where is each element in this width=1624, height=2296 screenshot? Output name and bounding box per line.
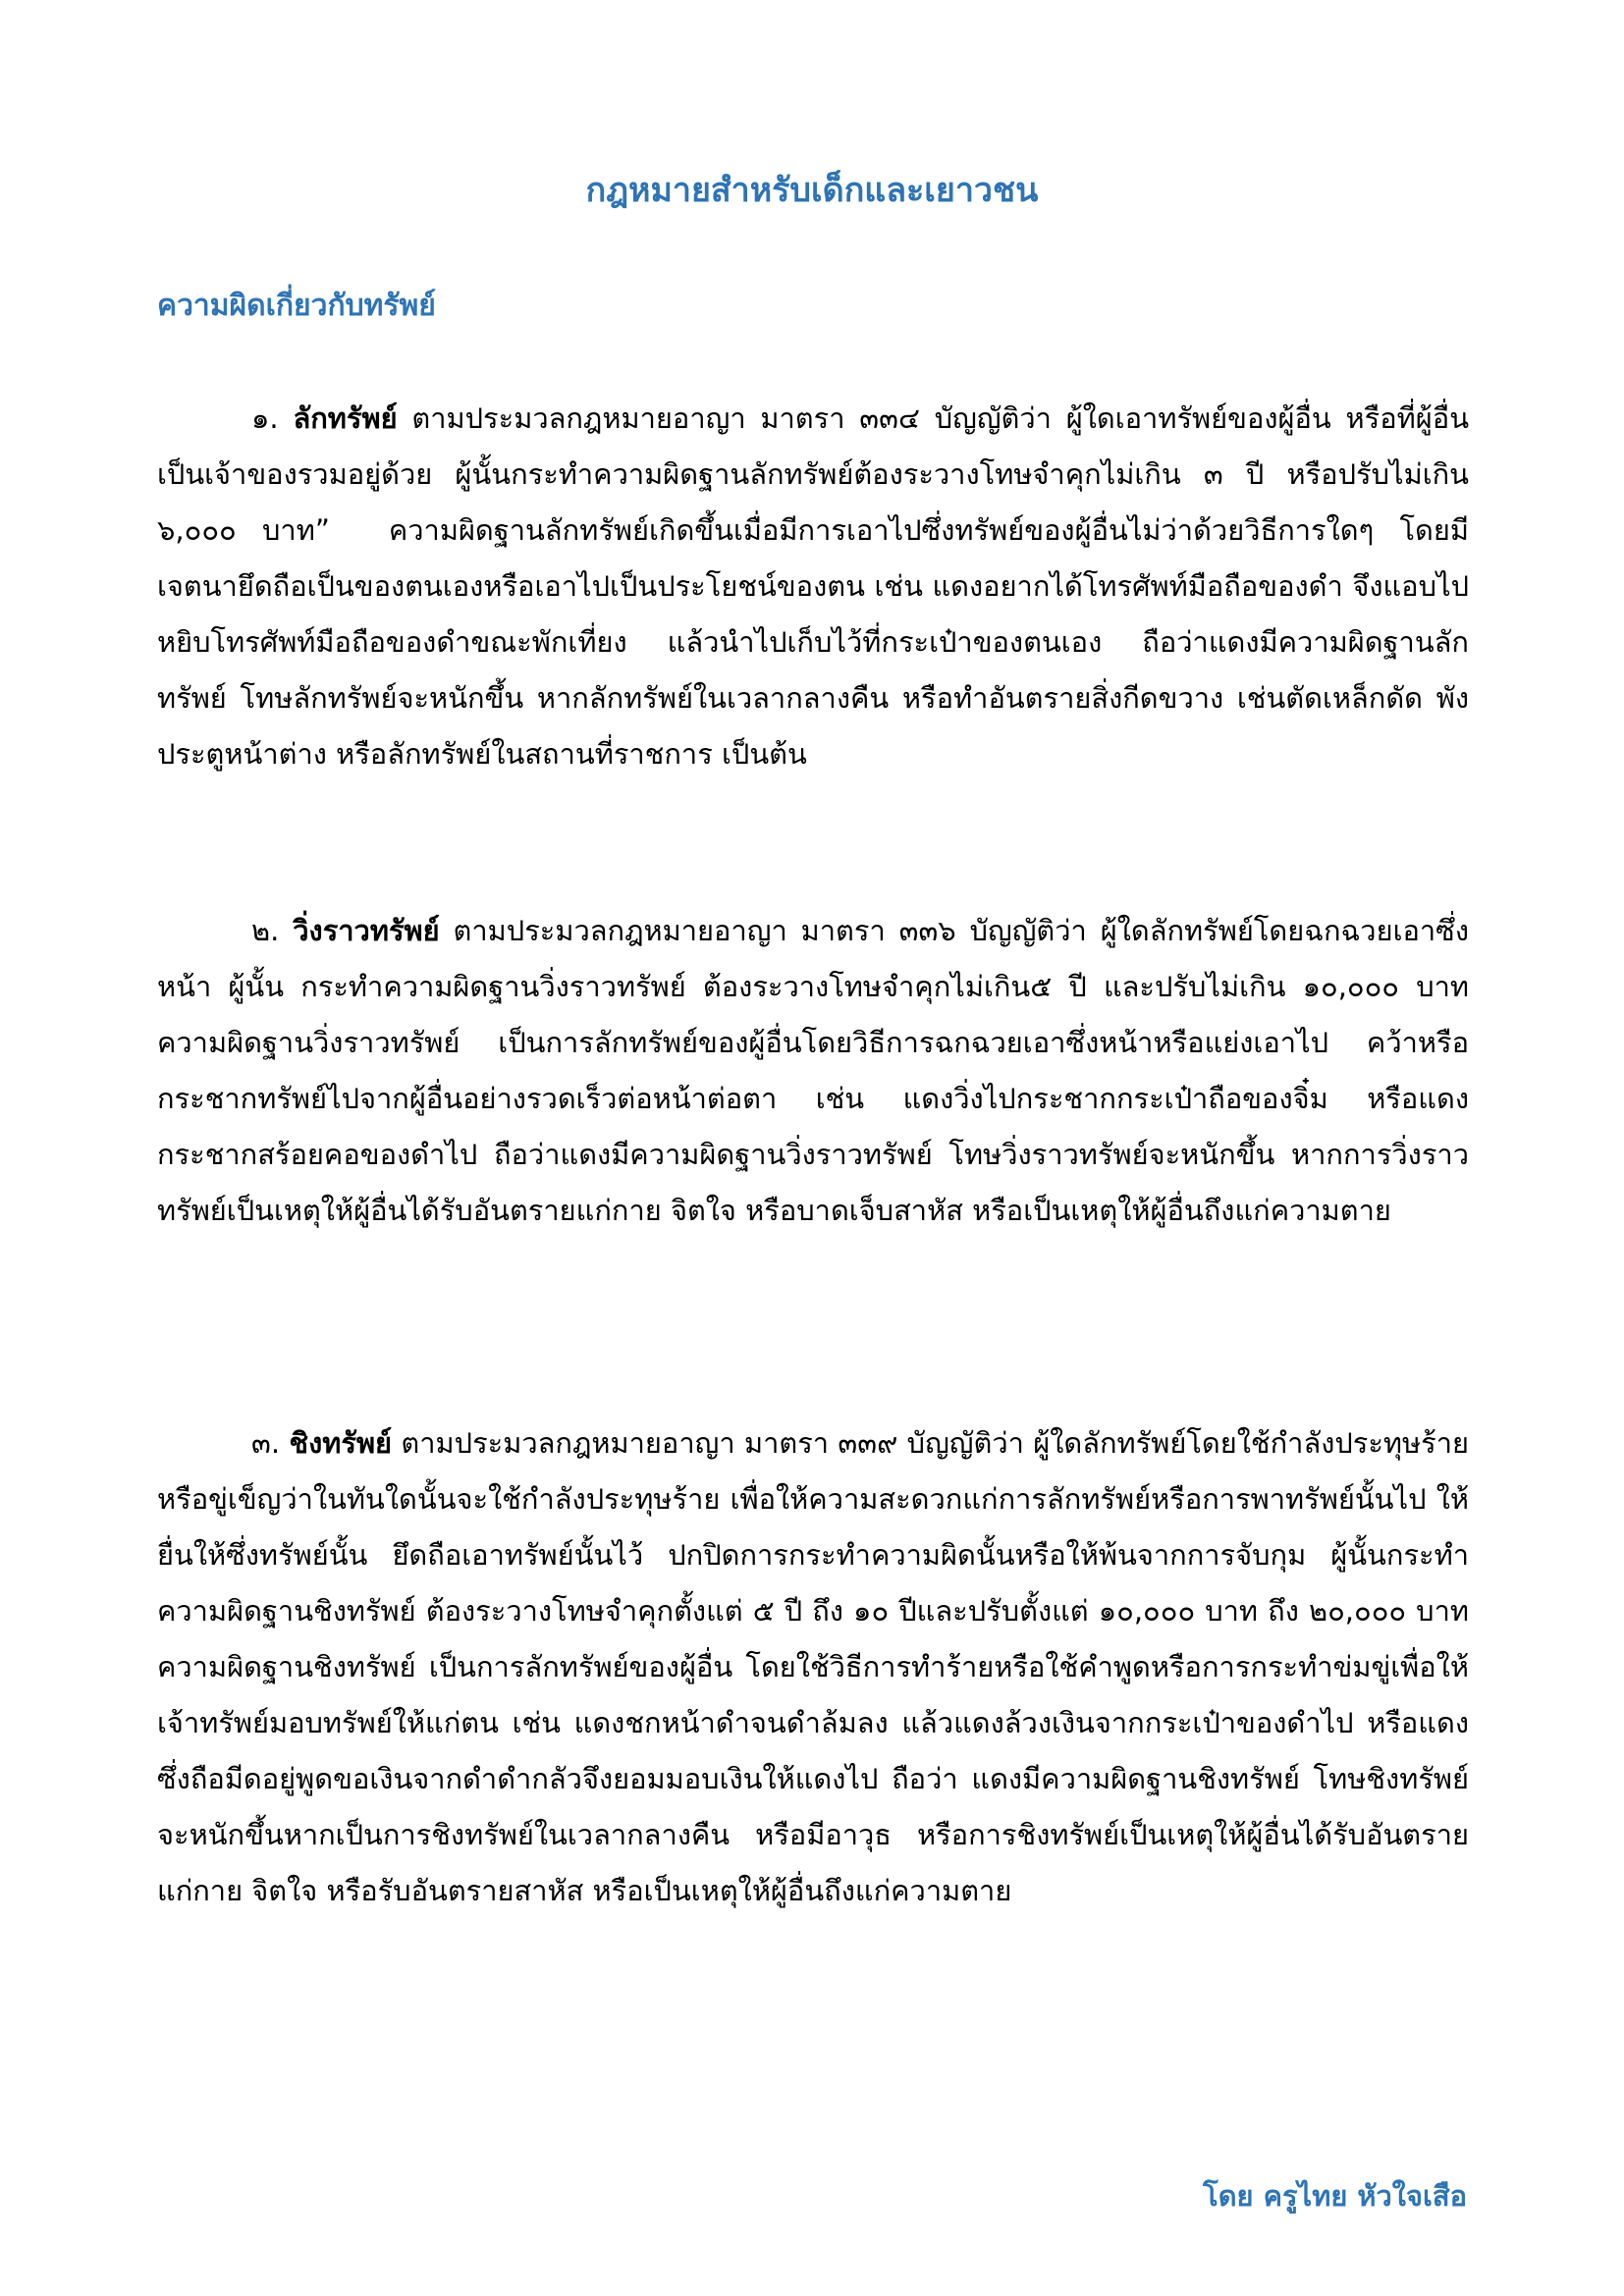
paragraph-number: ๑. <box>251 401 279 435</box>
author-credit: โดย ครูไทย หัวใจเสือ <box>1203 2179 1467 2213</box>
section-heading: ความผิดเกี่ยวกับทรัพย์ <box>157 289 436 323</box>
paragraph-theft <box>157 391 1469 782</box>
paragraph-term: ชิงทรัพย์ <box>289 1426 393 1460</box>
paragraph-number: ๓. <box>251 1426 281 1460</box>
paragraph-snatching <box>157 903 1469 1239</box>
paragraph-term: วิ่งราวทรัพย์ <box>293 914 440 947</box>
document-title: กฎหมายสำหรับเด็กและเยาวชน <box>585 171 1039 210</box>
paragraph-robbery <box>157 1415 1469 1919</box>
paragraph-text: ตามประมวลกฎหมายอาญา มาตรา ๓๓๙ บัญญัติว่า ผู้ใดลักทรัพย์โดยใช้กำลังประทุษร้ายหรือขู่เข็ญว่าในทันใดนั้นจะใช้กำลังประทุษร้าย เพื่อให้ความสะดวกแก่การลักทรัพย์หรือการพาทรัพย์นั้นไป ให้ยื่นให้ซึ่งทรัพย์นั้น ยึดถือเอาทรัพย์นั้นไว้ ปกปิดการกระทำความผิดนั้นหรือให้พ้นจากการจับกุม ผู้นั้นกระทำความผิดฐานชิงทรัพย์ ต้องระวางโทษจำคุกตั้งแต่ ๕ ปี ถึง ๑๐ ปีและปรับตั้งแต่ ๑๐,๐๐๐ บาท ถึง ๒๐,๐๐๐ บาท ความผิดฐานชิงทรัพย์ เป็นการลักทรัพย์ของผู้อื่น โดยใช้วิธีการทำร้ายหรือใช้คำพูดหรือการกระทำข่มขู่เพื่อให้เจ้าทรัพย์มอบทรัพย์ให้แก่ตน เช่น แดงชกหน้าดำจนดำล้มลง แล้วแดงล้วงเงินจากกระเป๋าของดำไป หรือแดงซึ่งถือมีดอยู่พูดขอเงินจากดำดำกลัวจึงยอมมอบเงินให้แดงไป ถือว่า แดงมีความผิดฐานชิงทรัพย์ โทษชิงทรัพย์จะหนักขึ้นหากเป็นการชิงทรัพย์ในเวลากลางคืน หรือมีอาวุธ หรือการชิงทรัพย์เป็นเหตุให้ผู้อื่นได้รับอันตรายแก่กาย จิตใจ หรือรับอันตรายสาหัส หรือเป็นเหตุให้ผู้อื่นถึงแก่ความตาย <box>157 1426 1470 1907</box>
paragraph-text: ตามประมวลกฎหมายอาญา มาตรา ๓๓๖ บัญญัติว่า ผู้ใดลักทรัพย์โดยฉกฉวยเอาซึ่งหน้า ผู้นั้น กระทำความผิดฐานวิ่งราวทรัพย์ ต้องระวางโทษจำคุกไม่เกิน๕ ปี และปรับไม่เกิน ๑๐,๐๐๐ บาท ความผิดฐานวิ่งราวทรัพย์ เป็นการลักทรัพย์ของผู้อื่นโดยวิธีการฉกฉวยเอาซึ่งหน้าหรือแย่งเอาไป คว้าหรือกระชากทรัพย์ไปจากผู้อื่นอย่างรวดเร็วต่อหน้าต่อตา เช่น แดงวิ่งไปกระชากกระเป๋าถือของจิ๋ม หรือแดงกระชากสร้อยคอของดำไป ถือว่าแดงมีความผิดฐานวิ่งราวทรัพย์ โทษวิ่งราวทรัพย์จะหนักขึ้น หากการวิ่งราวทรัพย์เป็นเหตุให้ผู้อื่นได้รับอันตรายแก่กาย จิตใจ หรือบาดเจ็บสาหัส หรือเป็นเหตุให้ผู้อื่นถึงแก่ความตาย <box>157 914 1470 1227</box>
paragraph-text-continued: ความผิดฐานลักทรัพย์เกิดขึ้นเมื่อมีการเอาไปซึ่งทรัพย์ของผู้อื่นไม่ว่าด้วยวิธีการใดๆ โดยมีเจตนายึดถือเป็นของตนเองหรือเอาไปเป็นประโยชน์ของตน เช่น แดงอยากได้โทรศัพท์มือถือของดำ จึงแอบไปหยิบโทรศัพท์มือถือของดำขณะพักเที่ยง แล้วนำไปเก็บไว้ที่กระเป๋าของตนเอง ถือว่าแดงมีความผิดฐานลักทรัพย์ โทษลักทรัพย์จะหนักขึ้น หากลักทรัพย์ในเวลากลางคืน หรือทำอันตรายสิ่งกีดขวาง เช่นตัดเหล็กดัด พังประตูหน้าต่าง หรือลักทรัพย์ในสถานที่ราชการ เป็นต้น <box>157 513 1469 771</box>
paragraph-text: ตามประมวลกฎหมายอาญา มาตรา ๓๓๔ บัญญัติว่า ผู้ใดเอาทรัพย์ของผู้อื่น หรือที่ผู้อื่นเป็นเจ้าของรวมอยู่ด้วย ผู้นั้นกระทำความผิดฐานลักทรัพย์ต้องระวางโทษจำคุกไม่เกิน ๓ ปี หรือปรับไม่เกิน ๖,๐๐๐ บาท” <box>157 401 1470 547</box>
paragraph-term: ลักทรัพย์ <box>293 401 398 435</box>
paragraph-number: ๒. <box>251 914 280 947</box>
